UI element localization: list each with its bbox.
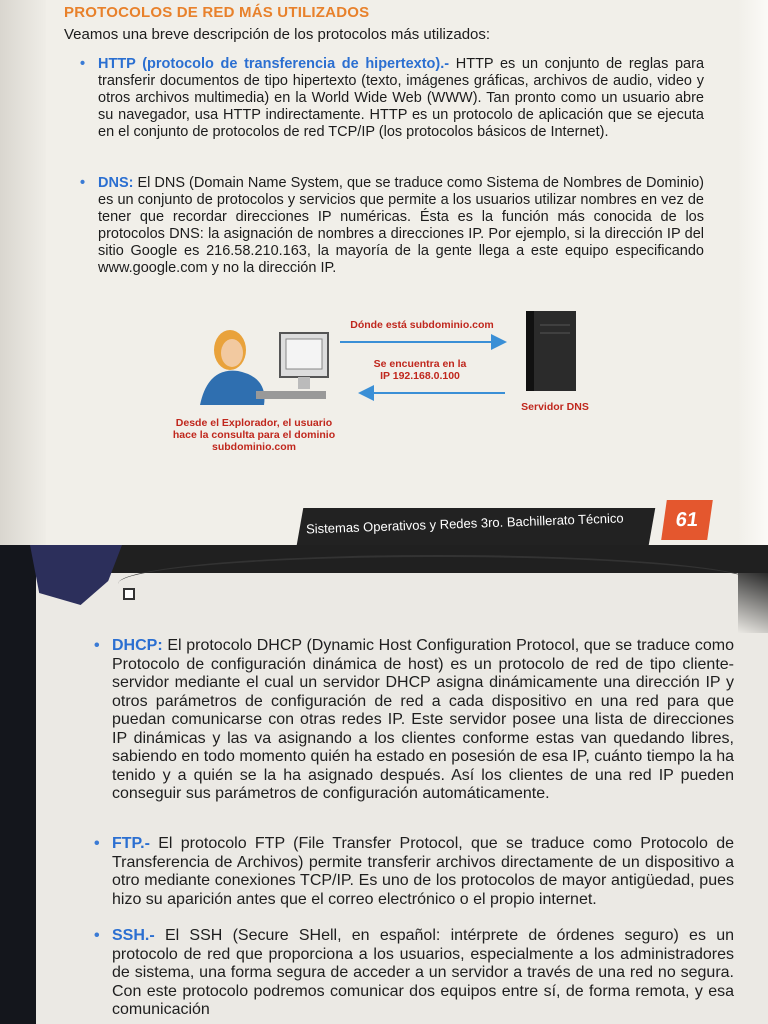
bullet-icon: • xyxy=(80,56,86,72)
http-term: HTTP (protocolo de transferencia de hipertexto).- xyxy=(98,56,450,72)
page-gutter-shadow xyxy=(0,0,46,545)
http-description: HTTP es un conjunto de reglas para transferir documentos de tipo hipertexto (texto, imágenes gráficas, archivos de audio, video y otros archivos multimedia) en la World Wide Web (WWW). Tan pronto como un usuario abre su navegador, usa HTTP indirectamente. HTTP es un protocolo de aplicación que se ejecuta en el conjunto de protocolos de red TCP/IP (los protocolos básicos de Internet). xyxy=(98,56,705,140)
ssh-term: SSH.- xyxy=(112,927,155,944)
dns-description: El DNS (Domain Name System, que se traduce como Sistema de Nombres de Dominio) es un conjunto de protocolos y servicios que permite a los usuarios utilizar nombres en vez de tener que recordar direcciones IP numéricas. Ésta es la función más conocida de los protocolos DNS: la asignación de nombres a direcciones IP. Por ejemplo, si la dirección IP del sitio Google es 216.58.210.163, la mayoría de la gente llega a este equipo especificando www.google.com y no la dirección IP. xyxy=(98,175,705,276)
ftp-term: FTP.- xyxy=(112,835,150,852)
query-label: Dónde está subdominio.com xyxy=(350,319,494,331)
footer-text: Sistemas Operativos y Redes 3ro. Bachillerato Técnico xyxy=(305,510,624,537)
page-gutter-shadow xyxy=(0,545,36,1024)
bullet-icon: • xyxy=(94,927,100,944)
ssh-description: El SSH (Secure SHell, en español: intérprete de órdenes seguro) es un protocolo de red que proporciona a los usuarios, especialmente a los administradores de sistema, una forma segura de acceder a un servidor a través de una red no segura. Con este protocolo podremos comunicar dos equipos entre sí, de forma remota, y esa comunicación xyxy=(112,927,735,1018)
list-item-http xyxy=(82,56,704,141)
answer-label: Se encuentra en la IP 192.168.0.100 xyxy=(373,358,467,382)
user-at-computer-icon xyxy=(200,330,328,405)
page-number: 61 xyxy=(661,500,713,540)
bullet-icon: • xyxy=(80,175,86,191)
dhcp-description: El protocolo DHCP (Dynamic Host Configuration Protocol, que se traduce como Protocolo de configuración dinámica de host) es un protocolo de red de tipo cliente-servidor mediante el cual un servidor DHCP asigna dinámicamente una dirección IP y otros parámetros de configuración de red a cada dispositivo en una red para que puedan comunicarse con otras redes IP. Este servidor posee una lista de direcciones IP dinámicas y las va asignando a los clientes conforme estas van quedando libres, sabiendo en todo momento quién ha estado en posesión de esa IP, cuánto tiempo la ha tenido y a quién se la ha asignado después. Así los clientes de una red IP pueden conseguir sus parámetros de configuración automáticamente. xyxy=(112,637,734,802)
intro-text: Veamos una breve descripción de los protocolos más utilizados: xyxy=(64,26,491,43)
list-item-dhcp xyxy=(94,637,734,804)
server-label: Servidor DNS xyxy=(521,401,589,413)
bullet-icon: • xyxy=(94,637,100,654)
list-item-ssh xyxy=(94,927,734,1020)
header-curve xyxy=(118,555,758,627)
server-icon xyxy=(526,311,576,391)
list-item-ftp xyxy=(94,835,734,909)
square-ornament-icon xyxy=(123,588,135,600)
dns-term: DNS: xyxy=(98,175,134,191)
page-edge xyxy=(738,0,768,545)
dns-diagram xyxy=(160,305,600,470)
page-corner-shadow xyxy=(738,573,768,633)
bullet-icon: • xyxy=(94,835,100,852)
section-heading: PROTOCOLOS DE RED MÁS UTILIZADOS xyxy=(64,4,370,21)
ftp-description: El protocolo FTP (File Transfer Protocol, que se traduce como Protocolo de Transferencia de Archivos) permite transferir archivos directamente de un dispositivo a otro mediante conexiones TCP/IP. Es uno de los protocolos de mayor antigüedad, pues hizo su aparición antes que el correo electrónico o el propio internet. xyxy=(112,835,734,908)
list-item-dns xyxy=(82,175,704,277)
corner-decoration xyxy=(30,545,122,605)
user-caption: Desde el Explorador, el usuario hace la consulta para el dominio subdominio.com xyxy=(172,417,336,453)
dhcp-term: DHCP: xyxy=(112,637,163,654)
page-62 xyxy=(0,545,768,1024)
